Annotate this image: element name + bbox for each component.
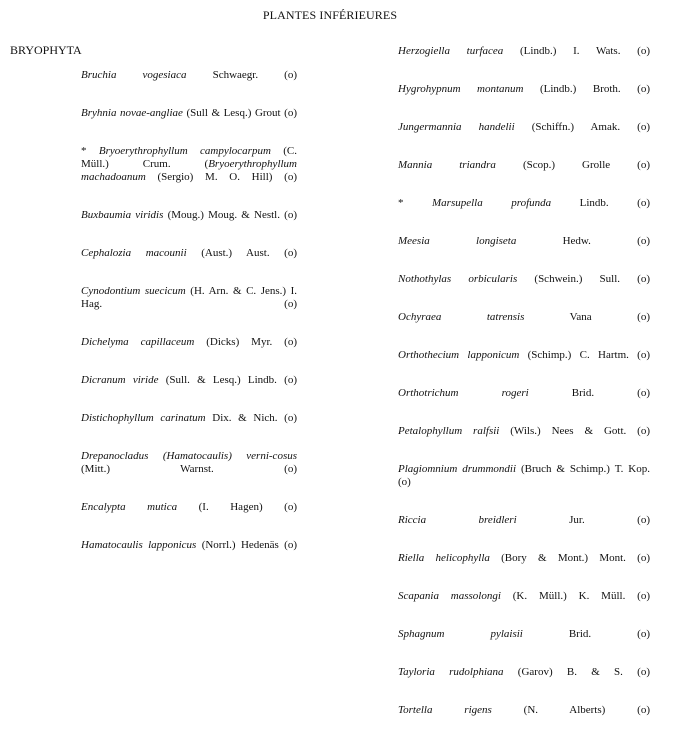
species-entry [398,197,650,223]
species-entry [81,412,297,438]
species-name: Cephalozia macounii [81,247,187,259]
species-entry [398,425,650,451]
species-entry [398,349,650,375]
species-authority: (Sergio) M. O. Hill) (o) [145,171,297,183]
species-name: Meesia longiseta [398,235,517,247]
section-heading: BRYOPHYTA [10,43,82,57]
page-title: PLANTES INFÉRIEURES [262,8,398,22]
species-name: Orthotrichum rogeri [398,387,529,399]
species-name: Ochyraea tatrensis [398,311,525,323]
species-name: Plagiomnium drummondii [398,463,516,475]
species-name: Jungermannia handelii [398,121,515,133]
species-authority: (Moug.) Moug. & Nestl. (o) [163,209,297,221]
species-entry [398,235,650,261]
species-name: Hygrohypnum montanum [398,83,524,95]
species-entry [398,311,650,337]
species-authority: Vana (o) [524,311,651,323]
species-authority: Brid. (o) [528,387,650,399]
species-entry [81,69,297,95]
species-authority: Lindb. (o) [551,197,650,209]
species-name: Hamatocaulis lapponicus [81,539,197,551]
species-authority: (H. Arn. & C. Jens.) I. Hag. (o) [81,285,297,310]
species-authority: (Scop.) Grolle (o) [495,159,650,171]
species-name: Riccia breidleri [398,514,517,526]
species-entry [81,336,297,362]
species-authority: (I. Hagen) (o) [177,501,297,513]
species-authority: * [398,197,432,209]
species-entry [81,247,297,273]
species-authority: (Garov) B. & S. (o) [503,666,651,678]
species-authority: (Schimp.) C. Hartm. (o) [519,349,650,361]
species-authority: (Mitt.) Warnst. (o) [81,463,297,475]
species-list-left [81,69,297,577]
species-name: Encalypta mutica [81,501,178,513]
species-entry [398,666,650,692]
species-authority: (Sull. & Lesq.) Lindb. (o) [158,374,297,386]
species-authority: (Wils.) Nees & Gott. (o) [499,425,650,437]
species-authority: (N. Alberts) (o) [491,704,650,716]
species-name: Drepanocladus (Hamatocaulis) verni-cosus [81,450,297,462]
species-authority: * [81,145,99,157]
species-name: Bryoerythrophyllum machadoanum [81,158,297,183]
species-name: Dicranum viride [81,374,159,386]
species-name: Bryoerythrophyllum campylocarpum [98,145,271,157]
species-name: Marsupella profunda [432,197,552,209]
species-entry [398,273,650,299]
species-entry [398,83,650,109]
species-entry [81,209,297,235]
species-entry [398,704,650,730]
species-authority: (C. Müll.) Crum. ( [81,145,297,170]
species-entry [81,501,297,527]
species-authority: (Schwein.) Sull. (o) [517,273,651,285]
species-entry [81,107,297,133]
species-authority: (Bory & Mont.) Mont. (o) [489,552,650,564]
species-name: Scapania massolongi [398,590,501,602]
species-name: Dichelyma capillaceum [81,336,195,348]
species-entry [81,285,297,324]
species-authority: Schwaegr. (o) [186,69,297,81]
species-entry [398,159,650,185]
species-entry [81,539,297,565]
species-name: Orthothecium lapponicum [398,349,520,361]
species-name: Distichophyllum carinatum [81,412,206,424]
species-name: Tortella rigens [398,704,492,716]
species-authority: Brid. (o) [522,628,650,640]
species-authority: Dix. & Nich. (o) [205,412,297,424]
species-authority: (Norrl.) Hedenäs (o) [196,539,297,551]
species-authority: (Dicks) Myr. (o) [194,336,297,348]
species-name: Petalophyllum ralfsii [398,425,500,437]
species-authority: Jur. (o) [516,514,650,526]
species-entry [398,463,650,502]
species-name: Herzogiella turfacea [398,45,504,57]
species-name: Tayloria rudolphiana [398,666,504,678]
species-entry [398,45,650,71]
species-authority: (Sull & Lesq.) Grout (o) [182,107,297,119]
species-authority: (Schiffn.) Amak. (o) [514,121,650,133]
species-entry [398,628,650,654]
species-entry [398,387,650,413]
species-name: Buxbaumia viridis [81,209,164,221]
species-name: Riella helicophylla [398,552,490,564]
species-authority: (Lindb.) Broth. (o) [523,83,651,95]
species-entry [398,514,650,540]
species-entry [398,590,650,616]
species-authority: (Lindb.) I. Wats. (o) [503,45,650,57]
species-name: Mannia triandra [398,159,496,171]
species-entry [398,121,650,147]
species-name: Cynodontium suecicum [81,285,186,297]
species-entry [81,450,297,489]
species-authority: (Bruch & Schimp.) T. Kop. (o) [398,463,650,488]
species-name: Bryhnia novae-angliae [81,107,183,119]
species-name: Nothothylas orbicularis [398,273,518,285]
species-list-right [398,45,650,742]
species-entry [398,552,650,578]
species-entry [81,374,297,400]
species-authority: (Aust.) Aust. (o) [186,247,297,259]
species-authority: (K. Müll.) K. Müll. (o) [500,590,651,602]
species-name: Bruchia vogesiaca [81,69,187,81]
species-authority: Hedw. (o) [516,235,650,247]
species-name: Sphagnum pylaisii [398,628,523,640]
species-entry [81,145,297,197]
